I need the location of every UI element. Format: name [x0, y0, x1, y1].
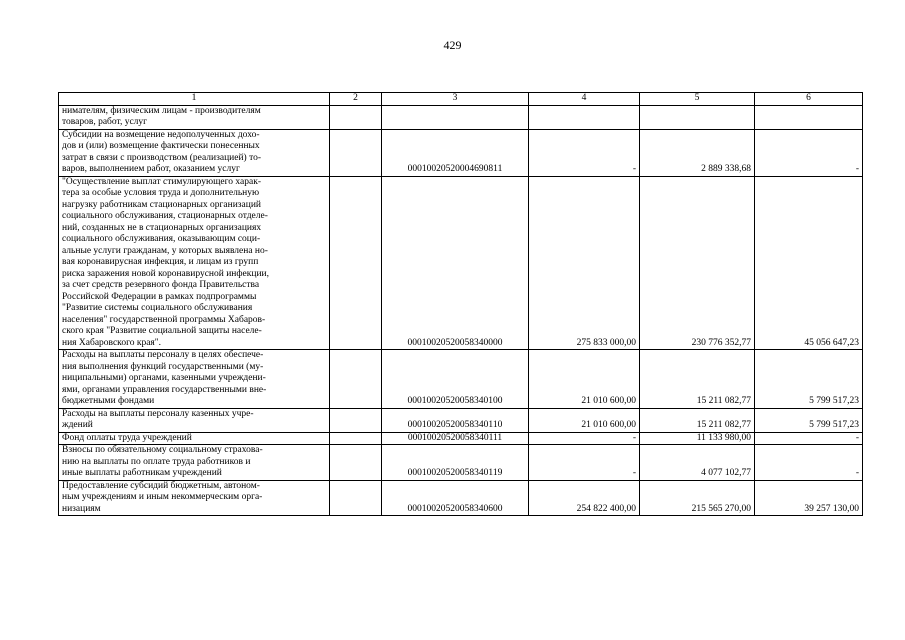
- budget-code: 00010020520058340100: [382, 350, 529, 409]
- row-description: [59, 176, 330, 350]
- budget-code: 00010020520058340000: [382, 176, 529, 350]
- budget-table: [58, 92, 863, 516]
- column-5-value: 15 211 082,77: [640, 408, 755, 432]
- column-2-cell: [330, 350, 382, 409]
- row-description: [59, 350, 330, 409]
- budget-code: [382, 105, 529, 129]
- column-header: 6: [755, 93, 863, 106]
- column-header: 1: [59, 93, 330, 106]
- description-line: нимателям, физическим лицам - производителям: [62, 105, 261, 116]
- description-line: Российской Федерации в рамках подпрограммы: [62, 291, 257, 302]
- table-row: [59, 432, 863, 445]
- column-2-cell: [330, 408, 382, 432]
- description-line: социального обслуживания, стационарных отделе-: [62, 211, 268, 221]
- column-6-value: 39 257 130,00: [755, 480, 863, 516]
- description-line: населения" государственной программы Хабаров-: [62, 314, 266, 325]
- description-line: Субсидии на возмещение недополученных дохо-: [62, 129, 260, 140]
- column-5-value: 4 077 102,77: [640, 445, 755, 481]
- table-body: [59, 93, 863, 516]
- description-line: Расходы на выплаты персоналу казенных учре-: [62, 408, 254, 419]
- description-line: нагрузку работникам стационарных организаций: [62, 199, 262, 210]
- column-5-value: 215 565 270,00: [640, 480, 755, 516]
- description-line: варов, выполнением работ, оказанием услуг: [62, 164, 240, 174]
- table-row: [59, 350, 863, 409]
- description-line: ным учреждениям и иным некоммерческим орга-: [62, 492, 263, 502]
- description-line: низациям: [62, 503, 101, 514]
- column-header: 2: [330, 93, 382, 106]
- column-2-cell: [330, 432, 382, 445]
- description-line: ний, созданных не в стационарных организациях: [62, 222, 262, 233]
- column-4-value: -: [529, 129, 640, 176]
- column-2-cell: [330, 445, 382, 481]
- column-4-value: -: [529, 445, 640, 481]
- table-row: [59, 129, 863, 176]
- table-row: [59, 445, 863, 481]
- column-5-value: 15 211 082,77: [640, 350, 755, 409]
- column-4-value: 21 010 600,00: [529, 408, 640, 432]
- column-4-value: 21 010 600,00: [529, 350, 640, 409]
- description-line: бюджетными фондами: [62, 396, 155, 406]
- column-4-value: -: [529, 432, 640, 445]
- row-description: [59, 432, 330, 445]
- description-line: дов и (или) возмещение фактически понесенных: [62, 141, 260, 151]
- description-line: иные выплаты работникам учреждений: [62, 468, 222, 478]
- description-line: социального обслуживания, оказывающим соци-: [62, 234, 261, 244]
- description-line: альные услуги гражданам, у которых выявлена но-: [62, 245, 268, 256]
- column-6-value: 45 056 647,23: [755, 176, 863, 350]
- column-6-value: 5 799 517,23: [755, 350, 863, 409]
- column-5-value: [640, 105, 755, 129]
- table-row: [59, 408, 863, 432]
- column-2-cell: [330, 129, 382, 176]
- column-6-value: [755, 105, 863, 129]
- table-row: [59, 176, 863, 350]
- budget-code: 00010020520058340600: [382, 480, 529, 516]
- column-header: 3: [382, 93, 529, 106]
- row-description: [59, 105, 330, 129]
- row-description: [59, 480, 330, 516]
- description-line: ского края "Развитие социальной защиты населе-: [62, 326, 262, 336]
- column-4-value: 275 833 000,00: [529, 176, 640, 350]
- table-row: [59, 105, 863, 129]
- column-header: 4: [529, 93, 640, 106]
- description-line: Взносы по обязательному социальному страхова-: [62, 445, 263, 455]
- description-line: Фонд оплаты труда учреждений: [62, 432, 192, 443]
- column-5-value: 230 776 352,77: [640, 176, 755, 350]
- description-line: нию на выплаты по оплате труда работников и: [62, 456, 251, 467]
- column-4-value: [529, 105, 640, 129]
- budget-code: 00010020520058340111: [382, 432, 529, 445]
- column-header: 5: [640, 93, 755, 106]
- description-line: затрат в связи с производством (реализацией) то-: [62, 152, 262, 163]
- description-line: "Развитие системы социального обслуживания: [62, 303, 253, 313]
- row-description: [59, 129, 330, 176]
- column-2-cell: [330, 105, 382, 129]
- table-row: [59, 480, 863, 516]
- description-line: ниципальными) органами, казенными учреждени-: [62, 373, 266, 383]
- column-4-value: 254 822 400,00: [529, 480, 640, 516]
- description-line: "Осуществление выплат стимулирующего харак-: [62, 176, 261, 187]
- budget-code: 00010020520058340110: [382, 408, 529, 432]
- description-line: тера за особые условия труда и дополнительную: [62, 188, 260, 198]
- budget-code: 00010020520004690811: [382, 129, 529, 176]
- description-line: Расходы на выплаты персоналу в целях обеспече-: [62, 350, 264, 360]
- page-number: 429: [443, 38, 462, 52]
- column-5-value: 2 889 338,68: [640, 129, 755, 176]
- column-2-cell: [330, 480, 382, 516]
- description-line: риска заражения новой коронавирусной инфекции,: [62, 268, 270, 279]
- column-6-value: -: [755, 445, 863, 481]
- column-2-cell: [330, 176, 382, 350]
- description-line: ния выполнения функций государственными (му-: [62, 361, 264, 372]
- column-6-value: -: [755, 432, 863, 445]
- description-line: за счет средств резервного фонда Правительства: [62, 280, 260, 290]
- table-header-row: [59, 93, 863, 106]
- column-5-value: 11 133 980,00: [640, 432, 755, 445]
- column-6-value: -: [755, 129, 863, 176]
- row-description: [59, 445, 330, 481]
- description-line: ждений: [62, 420, 93, 430]
- description-line: товаров, работ, услуг: [62, 117, 148, 127]
- column-6-value: 5 799 517,23: [755, 408, 863, 432]
- description-line: вая коронавирусная инфекция, и лицам из групп: [62, 257, 259, 267]
- description-line: ния Хабаровского края".: [62, 337, 162, 348]
- description-line: Предоставление субсидий бюджетным, автоном-: [62, 480, 260, 491]
- description-line: ями, органами управления государственными вне-: [62, 384, 267, 395]
- row-description: [59, 408, 330, 432]
- budget-code: 00010020520058340119: [382, 445, 529, 481]
